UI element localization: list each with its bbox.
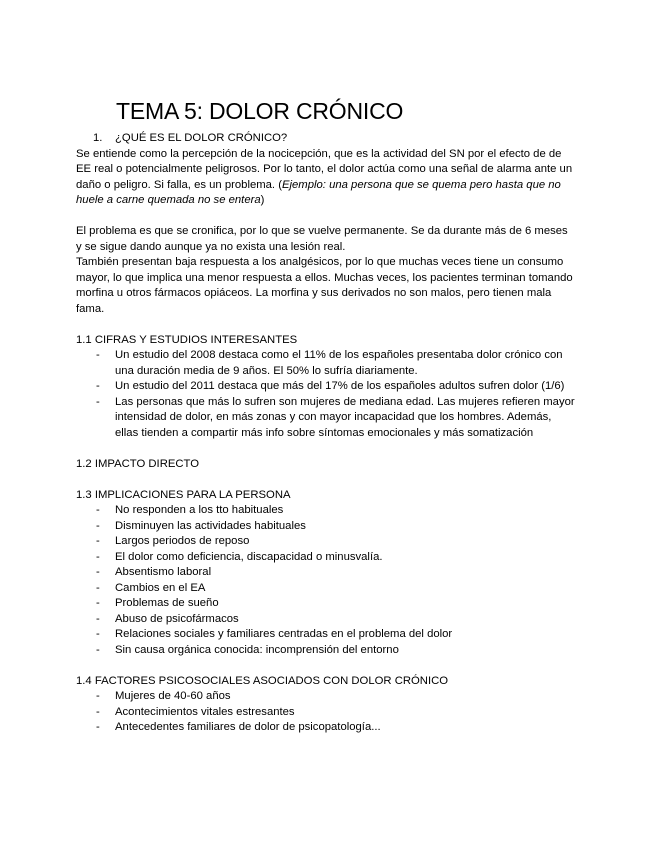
list-item: - Largos periodos de reposo: [76, 534, 576, 550]
paragraph-analgesics: También presentan baja respuesta a los analgésicos, por lo que muchas veces tiene un consumo mayor, lo que implica una menor respuesta a ellos. Muchas veces, los pacientes terminan tomando morfina u otros fármacos opiáceos. La morfina y sus derivados no son malos, pero tienen mala fama.: [76, 256, 573, 315]
list-item: - Mujeres de 40-60 años: [76, 689, 576, 705]
list-item: - Un estudio del 2011 destaca que más del 17% de los españoles adultos sufren dolor (1/6): [76, 379, 576, 395]
document-body: [76, 131, 576, 736]
page-title: TEMA 5: DOLOR CRÓNICO: [116, 98, 404, 124]
list-item: - Acontecimientos vitales estresantes: [76, 705, 576, 721]
intro-paragraph: [76, 147, 576, 209]
list-item: - Absentismo laboral: [76, 565, 576, 581]
paragraph-chronic: El problema es que se cronifica, por lo que se vuelve permanente. Se da durante más de 6 meses y se sigue dando aunque ya no exista una lesión real.: [76, 225, 568, 253]
section-1-4-list: [76, 689, 576, 736]
list-item: - Sin causa orgánica conocida: incomprensión del entorno: [76, 643, 576, 659]
section-1-4-heading: 1.4 FACTORES PSICOSOCIALES ASOCIADOS CON DOLOR CRÓNICO: [76, 674, 449, 687]
list-item: - Las personas que más lo sufren son mujeres de mediana edad. Las mujeres refieren mayor intensidad de dolor, en más zonas y con mayor incapacidad que los hombres. Además, ellas tienden a compartir más info sobre síntomas emocionales y más somatización: [76, 395, 576, 442]
list-item: - No responden a los tto habituales: [76, 503, 576, 519]
list-item: - Disminuyen las actividades habituales: [76, 519, 576, 535]
list-item: - El dolor como deficiencia, discapacidad o minusvalía.: [76, 550, 576, 566]
intro-example: Ejemplo: una persona que se quema pero hasta que no huele a carne quemada no se entera: [76, 178, 561, 206]
list-item: - Abuso de psicofármacos: [76, 612, 576, 628]
section-1-2-heading: 1.2 IMPACTO DIRECTO: [76, 457, 200, 470]
list-item: - Problemas de sueño: [76, 596, 576, 612]
section-1-3-heading: 1.3 IMPLICACIONES PARA LA PERSONA: [76, 488, 291, 501]
section-1-1-heading: 1.1 CIFRAS Y ESTUDIOS INTERESANTES: [76, 333, 298, 346]
list-item: - Antecedentes familiares de dolor de psicopatología...: [76, 720, 576, 736]
intro-text: Se entiende como la percepción de la nocicepción, que es la actividad del SN por el efecto de de EE real o potencialmente peligrosos. Por lo tanto, el dolor actúa como una señal de alarma ante un daño o peligro. Si falla, es un problema. (: [76, 147, 573, 191]
list-item: - Cambios en el EA: [76, 581, 576, 597]
section-1-1-list: [76, 348, 576, 441]
question-number: 1.: [93, 132, 103, 144]
list-item: - Relaciones sociales y familiares centradas en el problema del dolor: [76, 627, 576, 643]
question-heading: [76, 131, 576, 147]
intro-close: ): [260, 194, 265, 206]
section-1-3-list: [76, 503, 576, 658]
question-text: ¿QUÉ ES EL DOLOR CRÓNICO?: [115, 132, 288, 144]
list-item: - Un estudio del 2008 destaca como el 11% de los españoles presentaba dolor crónico con una duración media de 9 años. El 50% lo sufría diariamente.: [76, 348, 576, 379]
